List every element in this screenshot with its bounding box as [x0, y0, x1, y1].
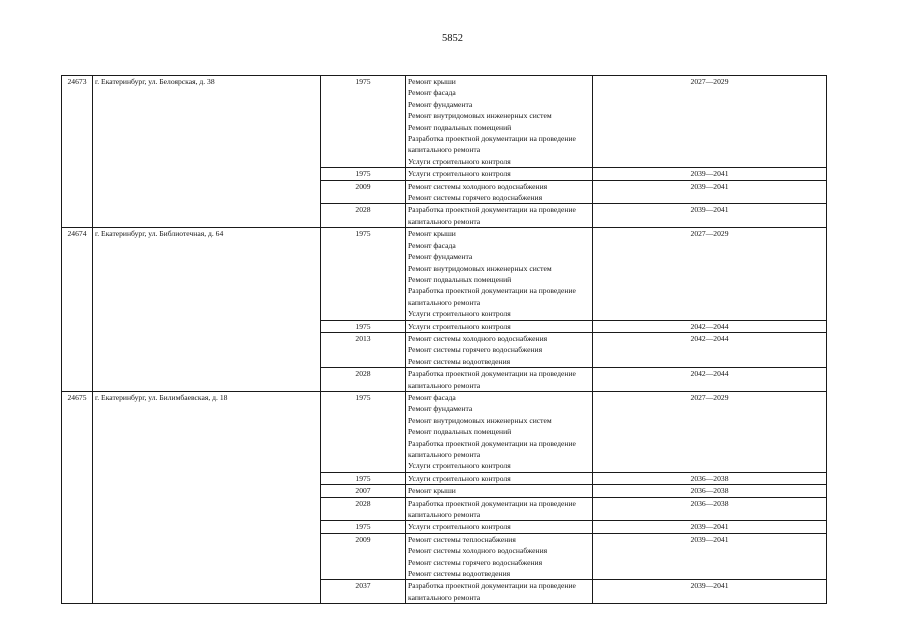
year-cell: 2009: [321, 180, 406, 204]
period-cell: 2039—2041: [593, 521, 827, 533]
year-cell: 1975: [321, 168, 406, 180]
work-item: Ремонт системы холодного водоснабжения: [408, 181, 548, 191]
work-item: Ремонт внутридомовых инженерных систем: [408, 111, 552, 121]
year-cell: 1975: [321, 228, 406, 320]
object-number-cell: 24674: [62, 228, 93, 392]
year-cell: 1975: [321, 76, 406, 168]
year-cell: 2028: [321, 204, 406, 228]
works-cell: [406, 521, 593, 533]
work-item: Услуги строительного контроля: [408, 156, 511, 166]
period-cell: 2039—2041: [593, 533, 827, 580]
works-cell: [406, 391, 593, 472]
works-cell: [406, 180, 593, 204]
works-cell: [406, 320, 593, 332]
work-item: Ремонт фундамента: [408, 252, 473, 262]
work-item: Ремонт внутридомовых инженерных систем: [408, 415, 552, 425]
year-cell: 1975: [321, 391, 406, 472]
works-cell: [406, 497, 593, 521]
work-item: Ремонт системы водоотведения: [408, 356, 511, 366]
work-item: Услуги строительного контроля: [408, 473, 511, 483]
table-row: [62, 76, 827, 168]
work-item: Ремонт подвальных помещений: [408, 122, 512, 132]
repair-schedule-table: [61, 75, 827, 604]
work-item: Разработка проектной документации на проведение капитального ремонта: [408, 205, 576, 226]
year-cell: 2009: [321, 533, 406, 580]
works-cell: [406, 485, 593, 497]
work-item: Разработка проектной документации на проведение капитального ремонта: [408, 134, 576, 155]
work-item: Разработка проектной документации на проведение капитального ремонта: [408, 438, 576, 459]
table-row: [62, 228, 827, 320]
period-cell: 2042—2044: [593, 332, 827, 367]
work-item: Ремонт подвальных помещений: [408, 274, 512, 284]
period-cell: 2039—2041: [593, 168, 827, 180]
works-cell: [406, 580, 593, 604]
work-item: Услуги строительного контроля: [408, 309, 511, 319]
works-cell: [406, 533, 593, 580]
page-number: 5852: [442, 33, 463, 44]
work-item: Ремонт крыши: [408, 77, 456, 86]
work-item: Ремонт фундамента: [408, 99, 473, 109]
works-cell: [406, 76, 593, 168]
work-item: Ремонт системы холодного водоснабжения: [408, 333, 548, 343]
work-item: Ремонт фасада: [408, 392, 456, 402]
work-item: Разработка проектной документации на проведение капитального ремонта: [408, 581, 576, 602]
works-cell: [406, 168, 593, 180]
work-item: Ремонт фасада: [408, 88, 456, 98]
work-item: Разработка проектной документации на проведение капитального ремонта: [408, 498, 576, 520]
address-cell: г. Екатеринбург, ул. Белоярская, д. 38: [93, 76, 321, 228]
address-cell: г. Екатеринбург, ул. Билимбаевская, д. 18: [93, 391, 321, 603]
period-cell: 2036—2038: [593, 472, 827, 484]
work-item: Ремонт системы водоотведения: [408, 569, 511, 579]
period-cell: 2039—2041: [593, 580, 827, 604]
work-item: Ремонт фасада: [408, 240, 456, 250]
period-cell: 2042—2044: [593, 320, 827, 332]
work-item: Услуги строительного контроля: [408, 522, 511, 532]
work-item: Ремонт подвальных помещений: [408, 427, 512, 437]
work-item: Ремонт системы теплоснабжения: [408, 534, 516, 544]
year-cell: 1975: [321, 320, 406, 332]
work-item: Услуги строительного контроля: [408, 169, 511, 179]
work-item: Услуги строительного контроля: [408, 321, 511, 331]
year-cell: 2028: [321, 368, 406, 392]
works-cell: [406, 204, 593, 228]
year-cell: 2028: [321, 497, 406, 521]
period-cell: 2036—2038: [593, 497, 827, 521]
works-cell: [406, 228, 593, 320]
period-cell: 2036—2038: [593, 485, 827, 497]
work-item: Разработка проектной документации на проведение капитального ремонта: [408, 369, 576, 390]
year-cell: 2037: [321, 580, 406, 604]
work-item: Ремонт фундамента: [408, 404, 473, 414]
work-item: Ремонт крыши: [408, 486, 456, 496]
work-item: Ремонт внутридомовых инженерных систем: [408, 263, 552, 273]
year-cell: 2013: [321, 332, 406, 367]
work-item: Ремонт системы горячего водоснабжения: [408, 345, 543, 355]
works-cell: [406, 368, 593, 392]
table-row: [62, 391, 827, 472]
period-cell: 2039—2041: [593, 204, 827, 228]
year-cell: 1975: [321, 521, 406, 533]
address-cell: г. Екатеринбург, ул. Библиотечная, д. 64: [93, 228, 321, 392]
work-item: Ремонт крыши: [408, 229, 456, 239]
work-item: Ремонт системы горячего водоснабжения: [408, 557, 543, 567]
year-cell: 2007: [321, 485, 406, 497]
work-item: Ремонт системы горячего водоснабжения: [408, 193, 543, 203]
period-cell: 2027—2029: [593, 76, 827, 168]
work-item: Услуги строительного контроля: [408, 461, 511, 471]
works-cell: [406, 332, 593, 367]
object-number-cell: 24673: [62, 76, 93, 228]
period-cell: 2042—2044: [593, 368, 827, 392]
object-number-cell: 24675: [62, 391, 93, 603]
period-cell: 2027—2029: [593, 228, 827, 320]
work-item: Разработка проектной документации на проведение капитального ремонта: [408, 286, 576, 307]
year-cell: 1975: [321, 472, 406, 484]
period-cell: 2039—2041: [593, 180, 827, 204]
period-cell: 2027—2029: [593, 391, 827, 472]
work-item: Ремонт системы холодного водоснабжения: [408, 546, 548, 556]
works-cell: [406, 472, 593, 484]
